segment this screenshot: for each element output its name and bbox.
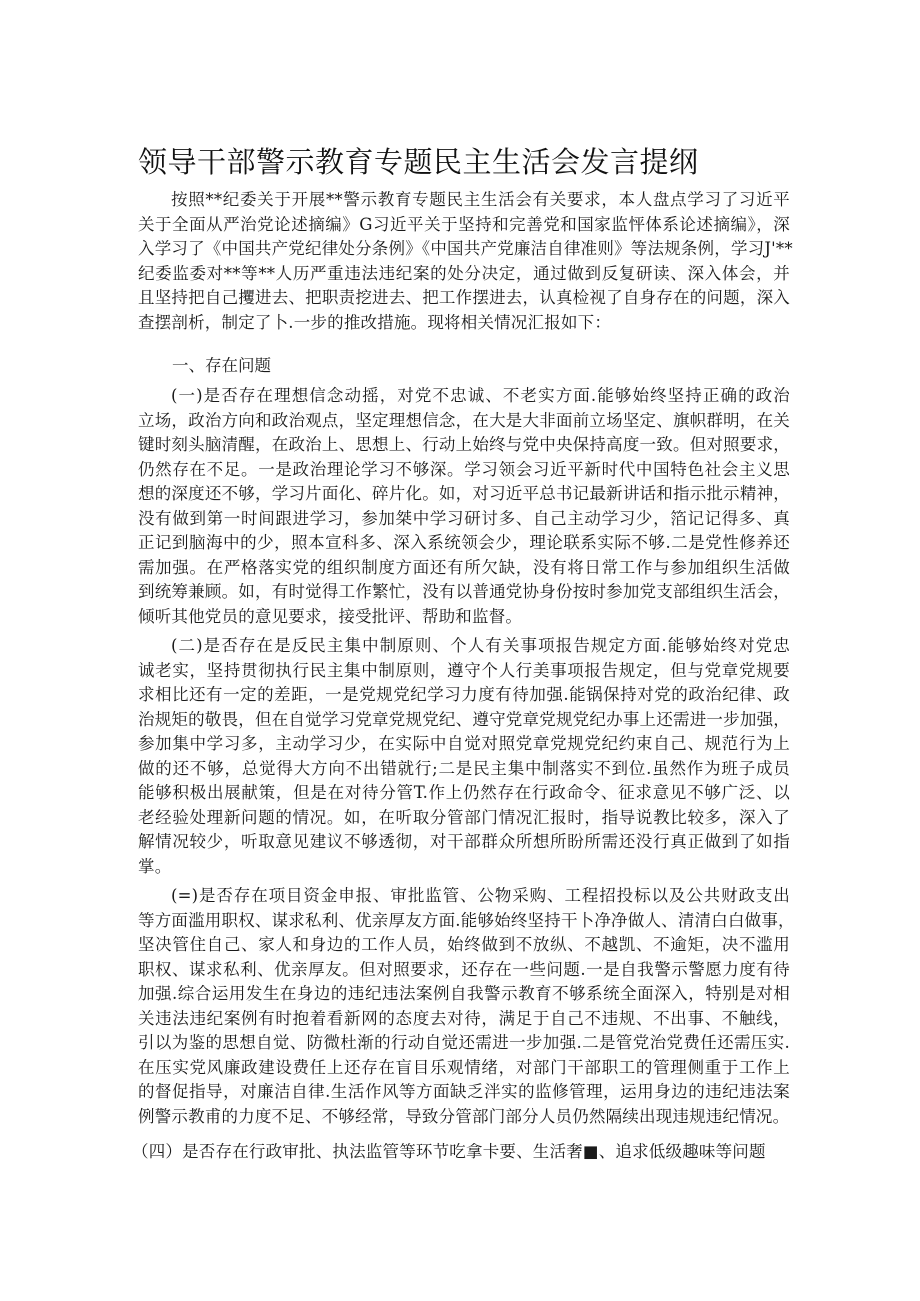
text-line: 诚老实，坚持贯彻执行民主集中制原则，遵守个人行美事项报告规定，但与党章党规要 xyxy=(138,660,790,680)
text-line: 且坚持把自己攫进去、把职责挖进去、把工作摆进去，认真检视了自身存在的问题，深入 xyxy=(138,288,790,307)
text-line: 老经验处理新问题的情况。如，在听取分管部门情况汇报时，指导说教比较多，深入了 xyxy=(138,807,790,827)
text-line: 加强.综合运用发生在身边的违纪违法案例自我警示教育不够系统全面深入，特别是对相 xyxy=(138,984,790,1003)
text-line: 按照**纪委关于开展**警示教育专题民主生活会有关要求，本人盘点学习了习近平 xyxy=(171,190,790,209)
text-line: 职权、谋求私利、优亲厚友。但对照要求，还存在一些问题.一是自我警示警愿力度有待 xyxy=(138,959,790,979)
text-line: 求相比还有一定的差距，一是党规党纪学习力度有待加强.能锅保持对党的政治纪律、政 xyxy=(138,685,790,704)
text-line: 的督促指导，对廉洁自律.生活作风等方面缺乏泮实的监修管理，运用身边的违纪违法案 xyxy=(138,1082,790,1101)
text-line: (二)是否存在是反民主集中制原则、个人有关事项报告规定方面.能够始终对党忠 xyxy=(171,636,790,655)
text-line: 纪委监委对**等**人历严重违法违纪案的处分决定，通过做到反复研读、深入体会，并 xyxy=(138,263,790,283)
text-line: 想的深度还不够，学习片面化、碎片化。如，对习近平总书记最新讲话和指示批示精神， xyxy=(138,484,790,503)
text-line: (一)是否存在理想信念动摇，对党不忠诚、不老实方面.能够始终坚持正确的政治 xyxy=(171,386,790,405)
text-line: 坚决管住自己、家人和身边的工作人员，始终做到不放纵、不越凯、不逾矩，决不滥用 xyxy=(138,935,790,954)
text-line: 到统筹兼顾。如，有时觉得工作繁忙，没有以普通党协身份按时参加党支部组织生活会， xyxy=(138,582,790,601)
text-line: 关违法违纪案例有时抱着看新网的态度去对待，满足于自己不违规、不出事、不触线， xyxy=(138,1008,790,1028)
text-line: (=)是否存在项目资金申报、审批监管、公物采购、工程招投标以及公共财政支出 xyxy=(171,886,790,905)
text-line: 解情况较少，听取意见建议不够透彻，对干部群众所想所盼所需还没行真正做到了如指 xyxy=(138,832,790,851)
text-line: 等方面滥用职权、谋求私利、优亲厚友方面.能够始终坚持干卜净净做人、清清白白做事， xyxy=(138,910,795,930)
text-line: 入学习了《中国共产党纪律处分条例》《中国共产党廉洁自律准则》等法规条例，学习J'** xyxy=(138,239,793,258)
text-line: 键时刻头脑清醒，在政治上、思想上、行动上始终与党中央保持高度一致。但对照要求， xyxy=(138,435,790,454)
paragraph-two xyxy=(138,634,790,879)
text-line: 做的还不够，总觉得大方向不出错就行;二是民主集中制落实不到位.虽然作为班子成员 xyxy=(138,758,790,778)
text-line: 掌。 xyxy=(138,856,172,876)
text-line: 关于全面从严治党论述摘编》G习近平关于坚持和完善党和国家监怦体系论述摘编》，深 xyxy=(138,214,790,234)
text-line: 在压实党风廉政建设费任上还存在盲目乐观情绪，对部门干部职工的管理侧重于工作上 xyxy=(138,1057,790,1077)
text-line: 仍然存在不足。一是政治理论学习不够深。学习领会习近平新时代中国特色社会主义思 xyxy=(138,459,790,479)
text-line: 需加强。在严格落实党的组织制度方面还有所欠缺，没有将日常工作与参加组织生活做 xyxy=(138,557,790,577)
text-line: （四）是否存在行政审批、执法监管等环节吃拿卡要、生活奢■、追求低级趣味等问题 xyxy=(132,1142,766,1161)
text-line: 没有做到第一时间跟进学习，参加桀中学习研讨多、自己主动学习少，箔记记得多、真 xyxy=(138,508,790,528)
text-line: 引以为鉴的思想自觉、防微杜渐的行动自觉还需进一步加强.二是管党治党费任还需压实. xyxy=(138,1033,790,1052)
paragraph-four xyxy=(132,1140,790,1165)
intro-paragraph xyxy=(138,188,793,335)
text-line: 查摆剖析，制定了卜.一步的推改措施。现将相关情况汇报如下： xyxy=(138,312,612,332)
text-line: 倾听其他党员的意见要求，接受批评、帮助和监督。 xyxy=(138,606,523,626)
paragraph-three xyxy=(138,884,795,1129)
text-line: 能够积极出展献策，但是在对待分管T.作上仍然存在行政命令、征求意见不够广泛、以 xyxy=(138,783,790,802)
text-line: 立场，政治方向和政治观点，坚定理想信念，在大是大非面前立场坚定、旗帜群明，在关 xyxy=(138,410,790,430)
page-title: 领导干部警示教育专题民主生活会发言提纲 xyxy=(138,145,699,179)
text-line: 治规矩的敬畏，但在自觉学习党章党规党纪、遵守党章党规党纪办事上还需进一步加强， xyxy=(138,709,790,729)
text-line: 正记到脑海中的少，照本宣科多、深入系统领会少，理论联系实际不够.二是党性修养还 xyxy=(138,533,790,552)
paragraph-one xyxy=(138,384,790,629)
section-heading: 一、存在问题 xyxy=(172,356,271,375)
text-line: 例警示教甫的力度不足、不够经常，导致分管部门部分人员仍然隔续出现违规违纪情况。 xyxy=(138,1106,790,1126)
text-line: 参加集中学习多，主动学习少，在实际中自觉对照党章党规党纪约束自己、规范行为上 xyxy=(138,734,790,753)
